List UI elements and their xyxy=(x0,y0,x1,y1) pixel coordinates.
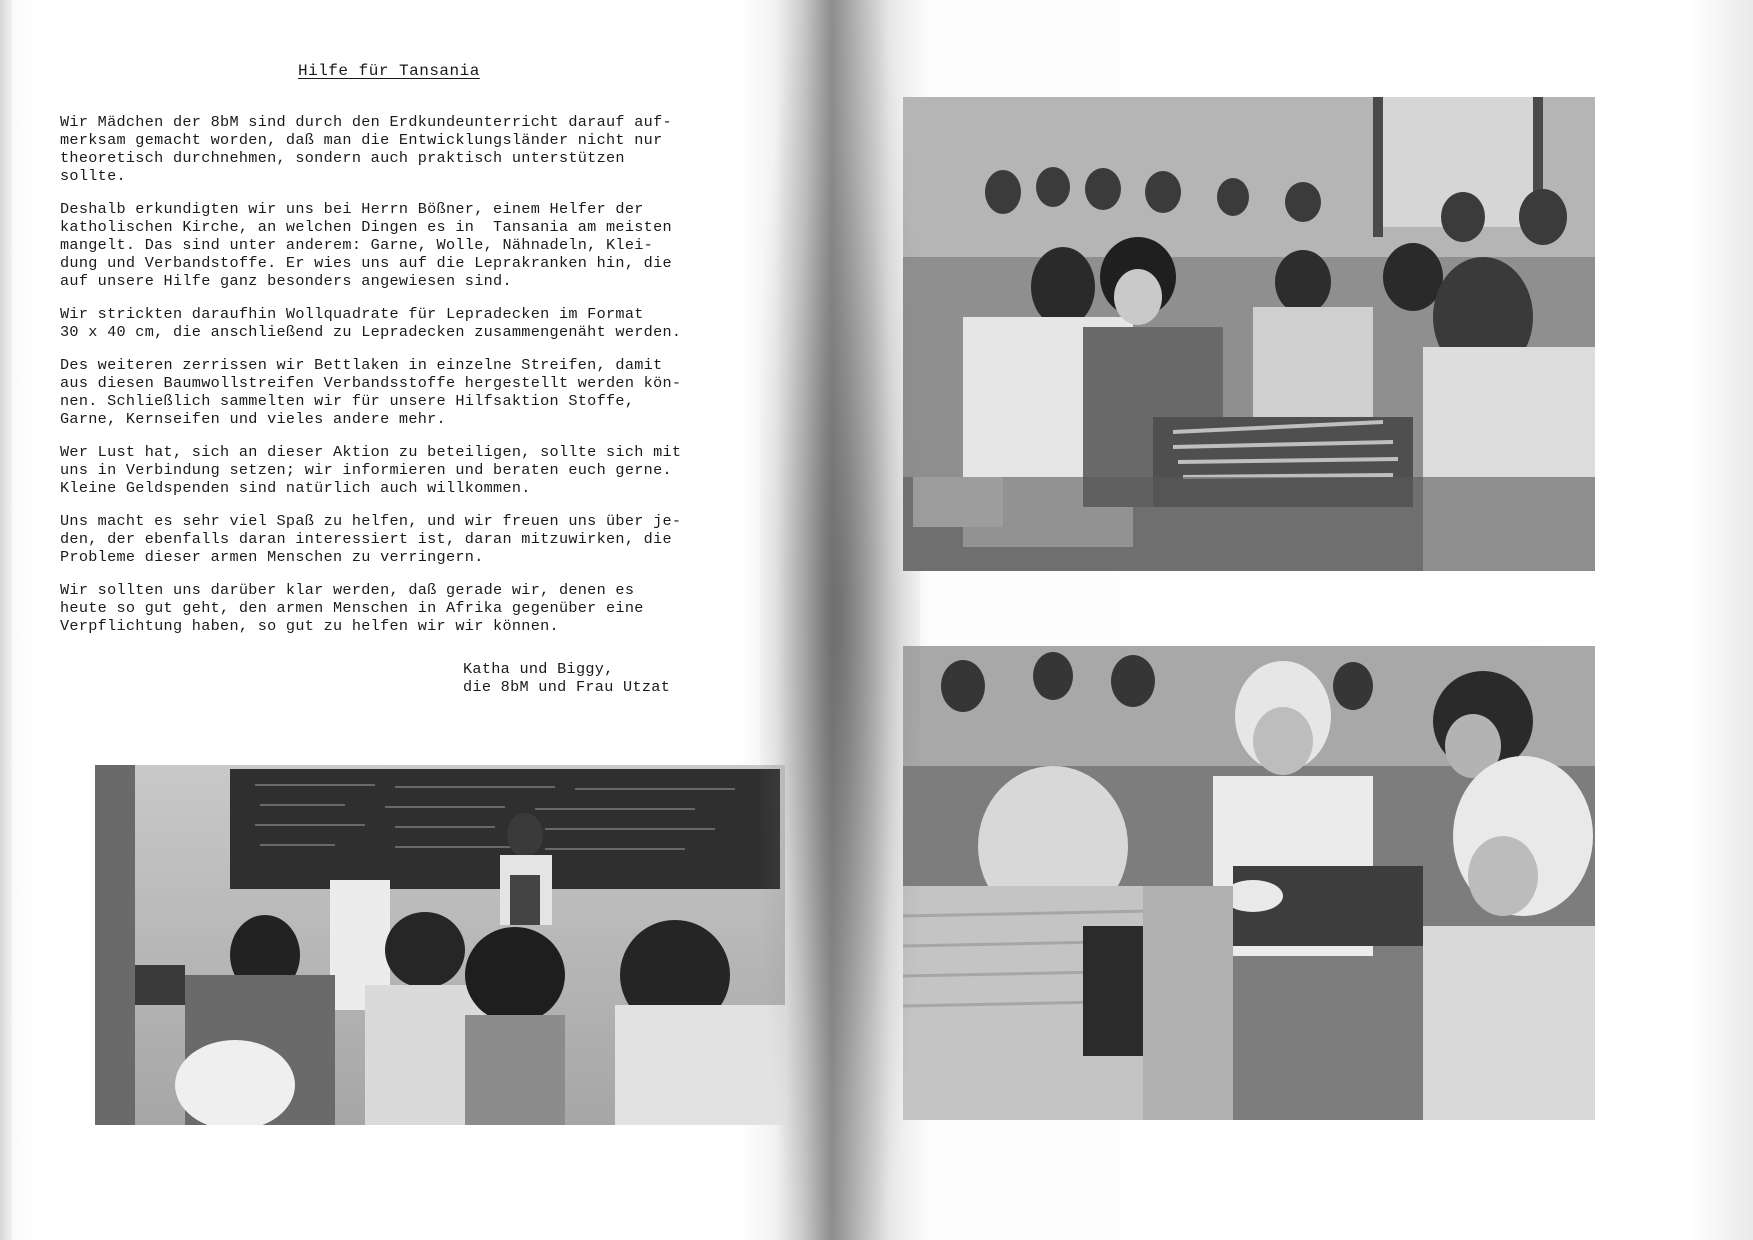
article-paragraph xyxy=(60,581,740,635)
article-line: uns in Verbindung setzen; wir informieren und beraten euch gerne. xyxy=(60,461,672,479)
article-paragraph xyxy=(60,305,740,341)
article-paragraph xyxy=(60,113,740,185)
article-paragraph xyxy=(60,512,740,566)
article-line: Wer Lust hat, sich an dieser Aktion zu beteiligen, sollte sich mit xyxy=(60,443,682,461)
article-line: Uns macht es sehr viel Spaß zu helfen, und wir freuen uns über je- xyxy=(60,512,682,530)
article-line: katholischen Kirche, an welchen Dingen es in Tansania am meisten xyxy=(60,218,672,236)
photo-teacher-classroom xyxy=(95,765,785,1125)
article-signature xyxy=(463,660,670,696)
article-line: Wir sollten uns darüber klar werden, daß gerade wir, denen es xyxy=(60,581,635,599)
article-line: aus diesen Baumwollstreifen Verbandsstoffe hergestellt werden kön- xyxy=(60,374,682,392)
photo-closeup-knitting-image xyxy=(903,646,1595,1120)
article-line: Deshalb erkundigten wir uns bei Herrn Bößner, einem Helfer der xyxy=(60,200,644,218)
article-line: heute so gut geht, den armen Menschen in Afrika gegenüber eine xyxy=(60,599,644,617)
photo-group-knitting xyxy=(903,97,1595,571)
article-line: auf unsere Hilfe ganz besonders angewiesen sind. xyxy=(60,272,512,290)
article-line: Garne, Kernseifen und vieles andere mehr. xyxy=(60,410,446,428)
article-line: Wir Mädchen der 8bM sind durch den Erdkundeunterricht darauf auf- xyxy=(60,113,672,131)
article-paragraph xyxy=(60,200,740,290)
article-line: Verpflichtung haben, so gut zu helfen wir wir können. xyxy=(60,617,559,635)
signature-line: Katha und Biggy, xyxy=(463,660,614,678)
article-line: theoretisch durchnehmen, sondern auch praktisch unterstützen xyxy=(60,149,625,167)
article-line: Kleine Geldspenden sind natürlich auch willkommen. xyxy=(60,479,531,497)
photo-group-knitting-image xyxy=(903,97,1595,571)
article-line: 30 x 40 cm, die anschließend zu Lepradecken zusammengenäht werden. xyxy=(60,323,682,341)
article-line: Wir strickten daraufhin Wollquadrate für Lepradecken im Format xyxy=(60,305,644,323)
article-line: merksam gemacht worden, daß man die Entwicklungsländer nicht nur xyxy=(60,131,663,149)
article-paragraph xyxy=(60,356,740,428)
signature-line: die 8bM und Frau Utzat xyxy=(463,678,671,696)
article-line: mangelt. Das sind unter anderem: Garne, Wolle, Nähnadeln, Klei- xyxy=(60,236,654,254)
article-line: sollte. xyxy=(60,167,126,185)
article-line: den, der ebenfalls daran interessiert ist, daran mitzuwirken, die xyxy=(60,530,672,548)
article-line: nen. Schließlich sammelten wir für unsere Hilfsaktion Stoffe, xyxy=(60,392,635,410)
article-line: Probleme dieser armen Menschen zu verringern. xyxy=(60,548,484,566)
page-edge xyxy=(0,0,12,1240)
article-title: Hilfe für Tansania xyxy=(298,62,480,80)
article-line: Des weiteren zerrissen wir Bettlaken in einzelne Streifen, damit xyxy=(60,356,663,374)
article-body xyxy=(60,113,740,650)
photo-teacher-classroom-image xyxy=(95,765,785,1125)
article-paragraph xyxy=(60,443,740,497)
article-line: dung und Verbandstoffe. Er wies uns auf die Leprakranken hin, die xyxy=(60,254,672,272)
photo-closeup-knitting xyxy=(903,646,1595,1120)
